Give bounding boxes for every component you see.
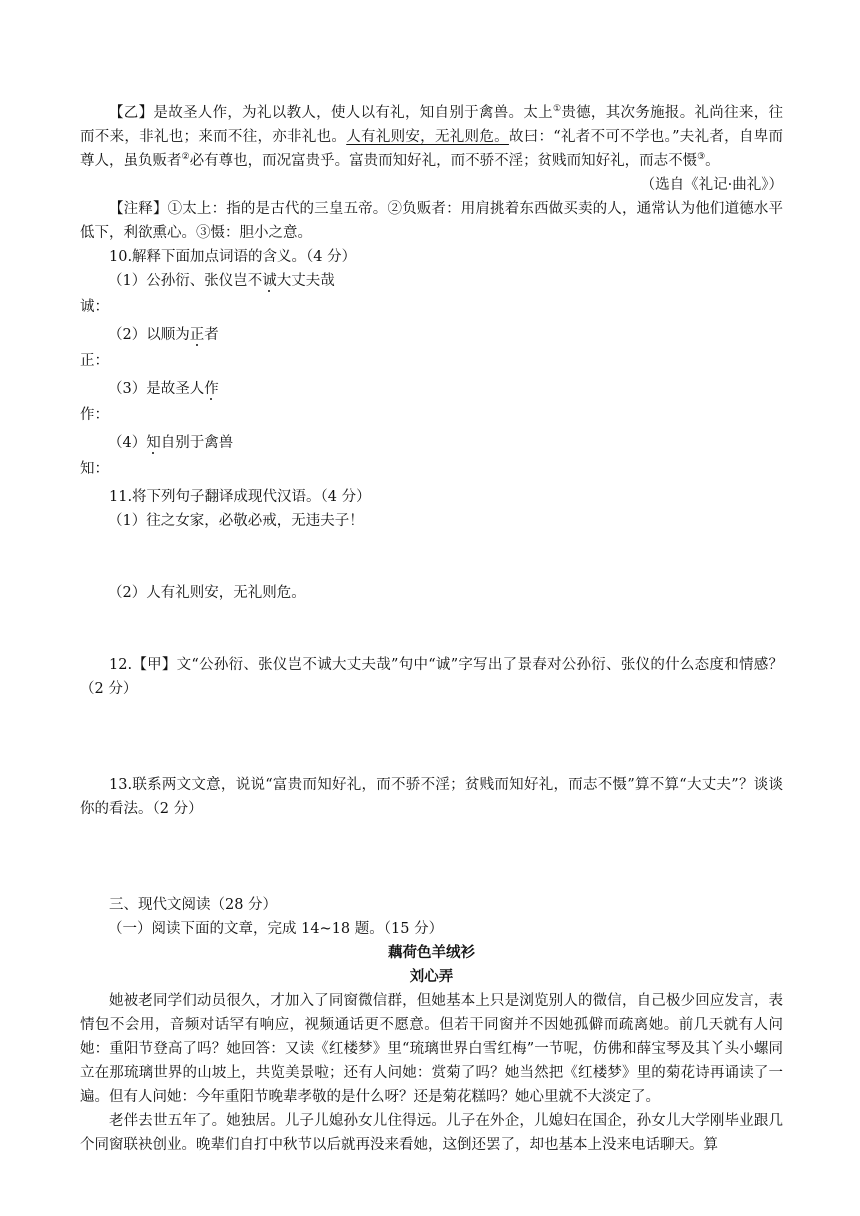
q10-item-4-dotted: 知 [146, 435, 161, 451]
q10-item-2-pre: （2）以顺为 [108, 327, 190, 343]
section-3-subtitle: （一）阅读下面的文章，完成 14~18 题。（15 分） [108, 921, 444, 937]
q11-sentence-2: （2）人有礼则安，无礼则危。 [108, 585, 306, 601]
answer-space [80, 821, 783, 893]
q10-item-1-dotted: 诚 [262, 273, 277, 289]
article-author: 刘心弄 [409, 968, 454, 985]
q10-item-4-pre: （4） [108, 435, 147, 451]
yi-text-3: 故曰：“礼者不可不学也。”夫礼者，自卑而尊人，虽负贩者 [80, 129, 784, 169]
article-title: 藕荷色羊绒衫 [388, 944, 475, 961]
footnote-mark-1: ① [552, 104, 562, 115]
q10-answer-1: 诚： [80, 299, 109, 315]
article-paragraph-2: 老伴去世五年了。她独居。儿子儿媳孙女儿住得远。儿子在外企，儿媳妇在国企，孙女儿大学刚毕业跟几个同窗联袂创业。晚辈们自打中秋节以后就再没来看她，这倒还罢了，却也基本上没来电话聊天。算 [80, 1113, 783, 1153]
q10-item-2 [80, 323, 783, 347]
q10-answer-2: 正： [80, 353, 109, 369]
answer-space [80, 533, 783, 581]
source-citation: （选自《礼记·曲礼》） [640, 177, 783, 193]
yi-text-1: 【乙】是故圣人作，为礼以教人，使人以有礼，知自别于禽兽。太上 [109, 105, 553, 121]
answer-space [80, 605, 783, 653]
q10-item-2-post: 者 [204, 327, 219, 343]
yi-text-4: 必有尊也，而况富贵乎。富贵而知好礼，而不骄不淫；贫贱而知好礼，而志不慑 [189, 153, 698, 169]
article-paragraph-1: 她被老同学们动员很久，才加入了同窗微信群，但她基本上只是浏览别人的微信，自己极少回应发言，表情包不会用，音频对话罕有响应，视频通话更不愿意。但若干同窗并不因她孤僻而疏离她。前几天就有人问她：重阳节登高了吗？她回答：又读《红楼梦》里“琉璃世界白雪红梅”一节呢，仿佛和薛宝琴及其丫头小螺同立在那琉璃世界的山坡上，共览美景啦；还有人问她：赏菊了吗？她当然把《红楼梦》里的菊花诗再诵读了一遍。但有人问她：今年重阳节晚辈孝敬的是什么呀？还是菊花糕吗？她心里就不大淡定了。 [80, 993, 783, 1105]
q10-item-3 [80, 377, 783, 401]
q11-title: 11.将下列句子翻译成现代汉语。（4 分） [109, 489, 371, 505]
q10-title: 10.解释下面加点词语的含义。（4 分） [109, 249, 357, 265]
answer-space [80, 701, 783, 773]
q10-item-4-post: 自别于禽兽 [160, 435, 234, 451]
q10-item-1 [80, 269, 783, 293]
q10-answer-3: 作： [80, 407, 109, 423]
q11-sentence-1: （1）往之女家，必敬必戒，无违夫子！ [108, 513, 364, 529]
q13-question: 13.联系两文文意，说说“富贵而知好礼，而不骄不淫；贫贱而知好礼，而志不慑”算不算“大丈夫”？谈谈你的看法。（2 分） [80, 777, 783, 817]
document-page [80, 101, 783, 1157]
annotation-note: 【注释】①太上：指的是古代的三皇五帝。②负贩者：用肩挑着东西做买卖的人，通常认为他们道德水平低下，利欲熏心。③慑：胆小之意。 [80, 201, 783, 241]
q12-question: 12.【甲】文“公孙衍、张仪岂不诚大丈夫哉”句中“诚”字写出了景春对公孙衍、张仪的什么态度和情感？（2 分） [80, 657, 783, 697]
section-3-title: 三、现代文阅读（28 分） [109, 897, 278, 913]
q10-item-4 [80, 431, 783, 455]
footnote-mark-2: ② [181, 152, 190, 163]
q10-item-1-pre: （1）公孙衍、张仪岂不 [108, 273, 263, 289]
q10-item-1-post: 大丈夫哉 [276, 273, 335, 289]
passage-yi [80, 101, 783, 173]
yi-underlined-sentence: 人有礼则安，无礼则危。 [346, 129, 509, 145]
q10-item-3-pre: （3）是故圣人 [108, 381, 205, 397]
footnote-mark-3: ③ [697, 152, 706, 163]
q10-answer-4: 知： [80, 461, 109, 477]
q10-item-2-dotted: 正 [189, 327, 205, 343]
q10-item-3-dotted: 作 [204, 381, 219, 397]
yi-text-2: 贵德，其次务施报。礼尚往来，往而不来，非礼也；来而不往，亦非礼也。 [80, 105, 784, 145]
yi-text-5: 。 [705, 153, 720, 169]
